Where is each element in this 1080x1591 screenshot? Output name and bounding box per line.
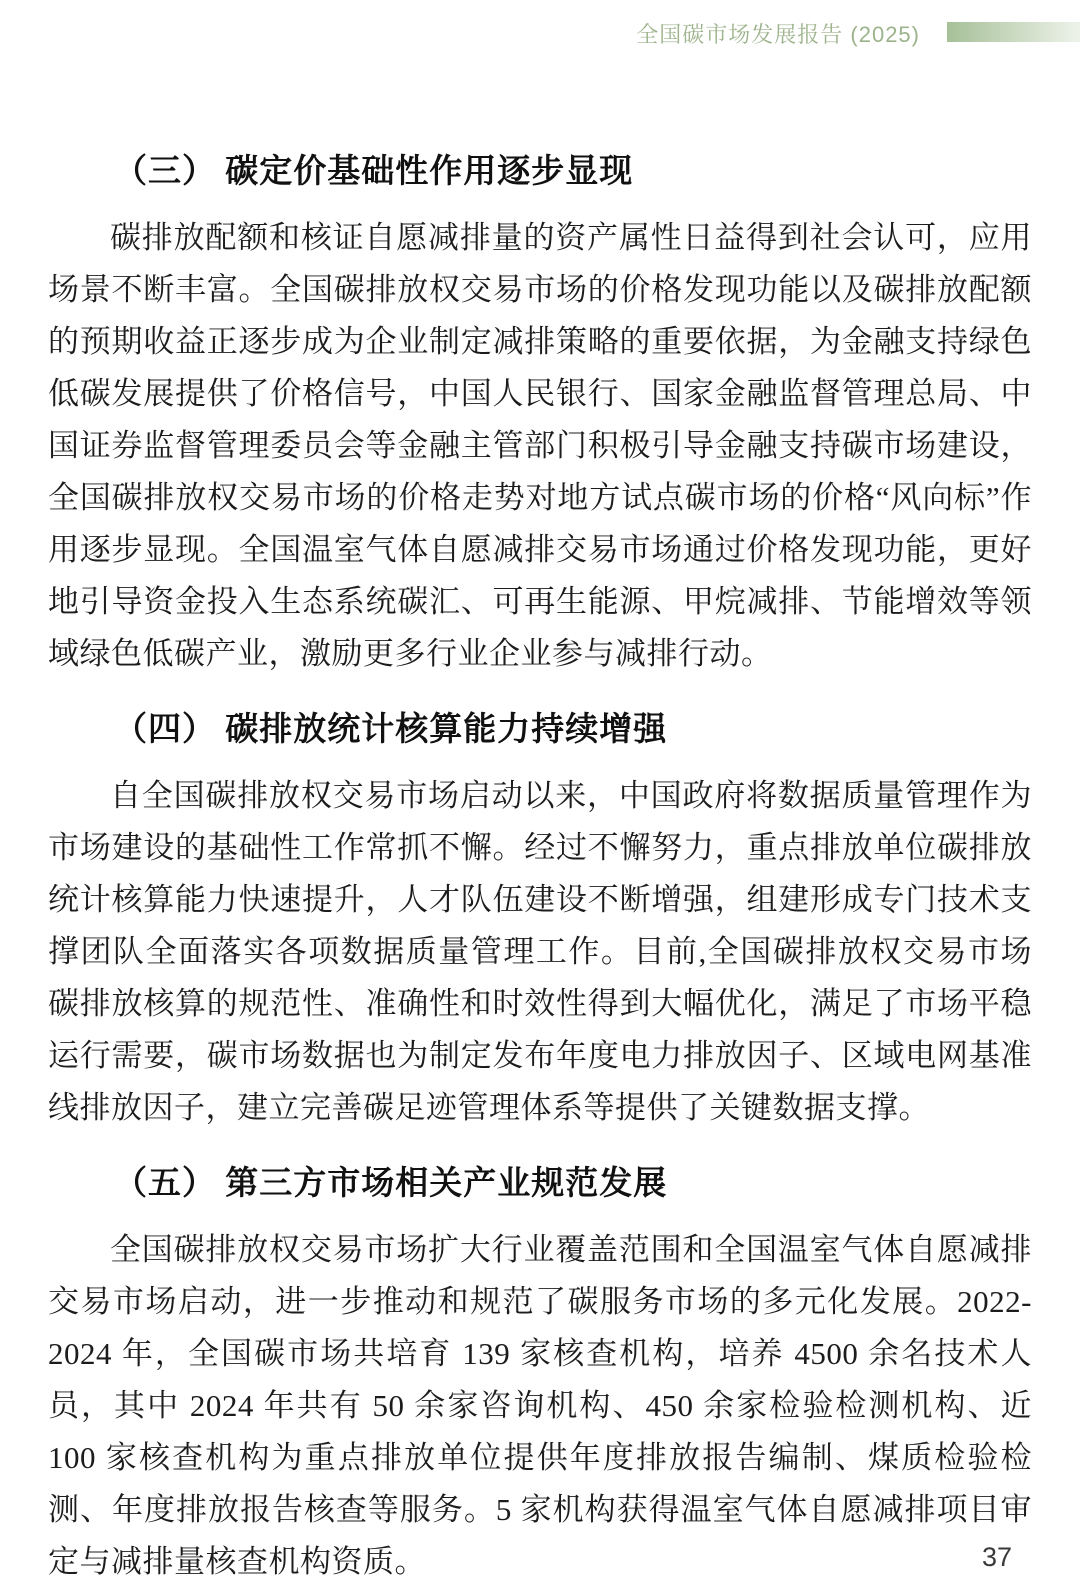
running-header xyxy=(0,0,1080,55)
section-5 xyxy=(48,1162,1032,1588)
section-3-heading: （三） 碳定价基础性作用逐步显现 xyxy=(114,154,634,190)
report-title: 全国碳市场发展报告 (2025) xyxy=(636,22,920,47)
header-gradient-bar xyxy=(947,22,1080,42)
section-4 xyxy=(48,708,1032,1134)
section-4-heading: （四） 碳排放统计核算能力持续增强 xyxy=(114,712,668,748)
section-5-paragraph: 全国碳排放权交易市场扩大行业覆盖范围和全国温室气体自愿减排交易市场启动，进一步推动和规范了碳服务市场的多元化发展。2022-2024 年，全国碳市场共培育 139 家核查机构，培养 4500 余名技术人员，其中 2024 年共有 50 余家咨询机构、450 余家检验检测机构、近 100 家核查机构为重点排放单位提供年度排放报告编制、煤质检验检测、年度排放报告核查等服务。5 家机构获得温室气体自愿减排项目审定与减排量核查机构资质。 xyxy=(48,1232,1032,1579)
page-content xyxy=(48,150,1032,1588)
section-4-paragraph: 自全国碳排放权交易市场启动以来，中国政府将数据质量管理作为市场建设的基础性工作常抓不懈。经过不懈努力，重点排放单位碳排放统计核算能力快速提升，人才队伍建设不断增强，组建形成专门技术支撑团队全面落实各项数据质量管理工作。目前,全国碳排放权交易市场碳排放核算的规范性、准确性和时效性得到大幅优化，满足了市场平稳运行需要，碳市场数据也为制定发布年度电力排放因子、区域电网基准线排放因子，建立完善碳足迹管理体系等提供了关键数据支撑。 xyxy=(48,778,1032,1125)
section-3-paragraph: 碳排放配额和核证自愿减排量的资产属性日益得到社会认可，应用场景不断丰富。全国碳排放权交易市场的价格发现功能以及碳排放配额的预期收益正逐步成为企业制定减排策略的重要依据，为金融支持绿色低碳发展提供了价格信号，中国人民银行、国家金融监督管理总局、中国证券监督管理委员会等金融主管部门积极引导金融支持碳市场建设，全国碳排放权交易市场的价格走势对地方试点碳市场的价格“风向标”作用逐步显现。全国温室气体自愿减排交易市场通过价格发现功能，更好地引导资金投入生态系统碳汇、可再生能源、甲烷减排、节能增效等领域绿色低碳产业，激励更多行业企业参与减排行动。 xyxy=(48,220,1032,671)
page-number: 37 xyxy=(981,1542,1012,1572)
section-5-heading: （五） 第三方市场相关产业规范发展 xyxy=(114,1166,668,1202)
section-3 xyxy=(48,150,1032,680)
